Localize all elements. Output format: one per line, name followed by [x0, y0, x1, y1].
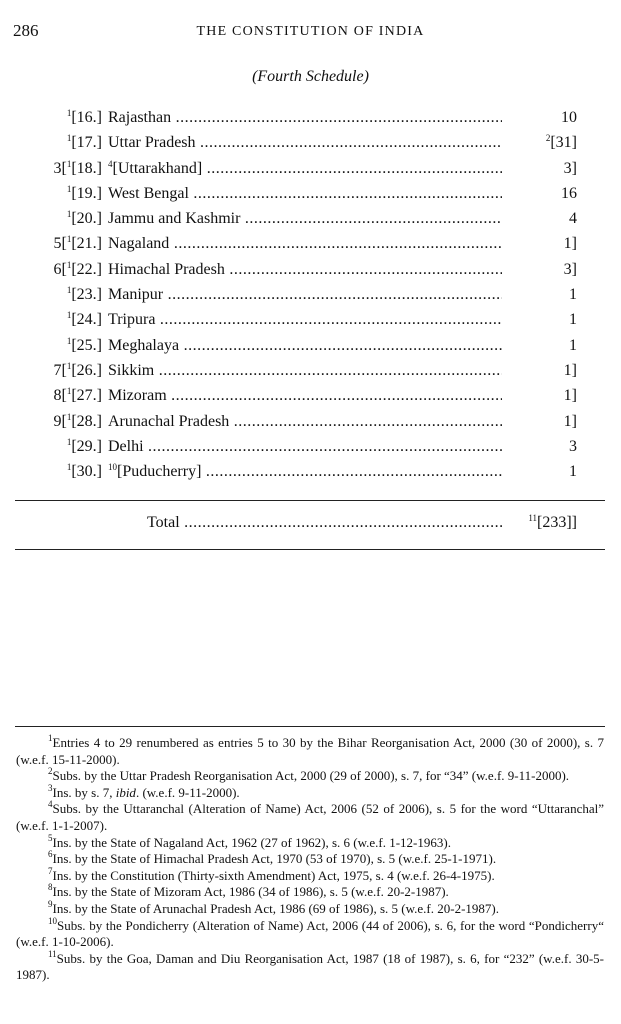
table-row — [0, 362, 621, 387]
table-row — [0, 463, 621, 488]
table-row — [0, 261, 621, 286]
entry-number: 5[$^1$[21.] — [53, 234, 102, 253]
footnote: $^8$Ins. by the State of Mizoram Act, 1986 (34 of 1986), s. 5 (w.e.f. 20-2-1987). — [48, 882, 449, 900]
state-name: Delhi ..... — [108, 438, 502, 456]
seat-count: 1 — [569, 311, 577, 329]
entry-number: $^1$[30.] — [66, 462, 102, 481]
footnote: $^9$Ins. by the State of Arunachal Pradesh Act, 1986 (69 of 1986), s. 5 (w.e.f. 20-2-1987). — [48, 898, 499, 916]
seat-count: 3] — [563, 159, 577, 177]
seat-count: 1 — [569, 286, 577, 304]
footnote: $^1$Entries 4 to 29 renumbered as entries 5 to 30 by the Bihar Reorganisation Act, 2000 (30 of 2000), s. 7 (w.e.f. 15-11-2000). — [16, 733, 604, 767]
table-row — [0, 311, 621, 336]
footnote: $^3$Ins. by s. 7, ibid. (w.e.f. 9-11-2000). — [48, 782, 240, 800]
seat-count: 1 — [569, 463, 577, 481]
seat-count: 16 — [561, 184, 577, 202]
table-row — [0, 337, 621, 362]
entry-number: $^1$[29.] — [66, 436, 102, 455]
state-name: West Bengal ..... — [108, 185, 502, 203]
table-row — [0, 235, 621, 260]
total-value: $^{11}$[233]] — [528, 513, 577, 531]
state-name: Uttar Pradesh ..... — [108, 134, 502, 152]
state-name: Manipur ..... — [108, 286, 502, 304]
footnote: $^6$Ins. by the State of Himachal Pradesh Act, 1970 (53 of 1970), s. 5 (w.e.f. 25-1-1971). — [48, 849, 497, 867]
entry-number: $^1$[20.] — [66, 209, 102, 228]
state-name: Himachal Pradesh ..... — [108, 261, 502, 279]
total-row — [0, 514, 621, 538]
entry-number: $^1$[19.] — [66, 183, 102, 202]
entry-number: $^1$[17.] — [66, 133, 102, 152]
state-name: Mizoram ..... — [108, 387, 502, 405]
table-row — [0, 160, 621, 185]
seat-count: 1] — [563, 361, 577, 379]
table-row — [0, 109, 621, 134]
footnote: $^{11}$Subs. by the Goa, Daman and Diu Reorganisation Act, 1987 (18 of 1987), s. 6, for “232” (w.e.f. 30-5-1987). — [16, 948, 604, 983]
seat-count: 1] — [563, 235, 577, 253]
state-name: Rajasthan ..... — [108, 109, 502, 127]
state-name: Arunachal Pradesh ..... — [108, 413, 502, 431]
table-row — [0, 134, 621, 159]
seat-count: 3] — [563, 260, 577, 278]
state-name: $^4$[Uttarakhand] ..... — [108, 160, 502, 178]
entry-number: 8[$^1$[27.] — [53, 386, 102, 405]
entry-number: $^1$[16.] — [66, 108, 102, 126]
entry-number: $^1$[24.] — [66, 310, 102, 329]
footnote-rule — [15, 726, 605, 727]
page-number: 286 — [13, 21, 39, 40]
entry-number: 6[$^1$[22.] — [53, 259, 102, 278]
footnote: $^4$Subs. by the Uttaranchal (Alteration of Name) Act, 2006 (52 of 2006), s. 5 for the word “Uttaranchal” (w.e.f. 1-1-2007). — [16, 799, 604, 833]
entry-number: 9[$^1$[28.] — [53, 411, 102, 430]
seat-count: 1] — [563, 412, 577, 430]
footnote: $^{10}$Subs. by the Pondicherry (Alteration of Name) Act, 2006 (44 of 2006), s. 6, for the word “Pondicherry“ (w.e.f. 1-10-2006). — [16, 915, 604, 950]
footnote: $^5$Ins. by the State of Nagaland Act, 1962 (27 of 1962), s. 6 (w.e.f. 1-12-1963). — [48, 832, 451, 850]
table-row — [0, 286, 621, 311]
table-row — [0, 438, 621, 463]
table-row — [0, 387, 621, 412]
entry-number: 7[$^1$[26.] — [53, 360, 102, 379]
table-divider — [15, 500, 605, 501]
state-name: Sikkim ..... — [108, 362, 502, 380]
table-row — [0, 210, 621, 235]
entry-number: $^1$[23.] — [66, 285, 102, 304]
state-name: Tripura ..... — [108, 311, 502, 329]
seat-count: 10 — [561, 109, 577, 126]
seat-count: $^2$[31] — [545, 133, 577, 152]
seat-count: 3 — [569, 437, 577, 455]
table-row — [0, 185, 621, 210]
state-name: Jammu and Kashmir ..... — [108, 210, 502, 228]
table-bottom-rule — [15, 549, 605, 550]
state-name: $^{10}$[Puducherry] ..... — [108, 463, 502, 481]
footnote: $^7$Ins. by the Constitution (Thirty-sixth Amendment) Act, 1975, s. 4 (w.e.f. 26-4-1975). — [48, 865, 495, 883]
running-head: THE CONSTITUTION OF INDIA — [196, 24, 425, 39]
seat-count: 1] — [563, 387, 577, 405]
seat-count: 4 — [569, 210, 577, 228]
schedule-title: (Fourth Schedule) — [252, 68, 369, 85]
footnote: $^2$Subs. by the Uttar Pradesh Reorganisation Act, 2000 (29 of 2000), s. 7, for “34” (w.e.f. 9-11-2000). — [48, 766, 570, 784]
table-row — [0, 413, 621, 438]
total-label: Total ..... — [147, 514, 502, 532]
state-name: Meghalaya ..... — [108, 337, 502, 355]
entry-number: 3[$^1$[18.] — [53, 158, 102, 177]
footnotes — [16, 735, 604, 984]
entry-number: $^1$[25.] — [66, 335, 102, 354]
state-seat-table — [0, 109, 621, 488]
seat-count: 1 — [569, 336, 577, 354]
state-name: Nagaland ..... — [108, 235, 502, 253]
